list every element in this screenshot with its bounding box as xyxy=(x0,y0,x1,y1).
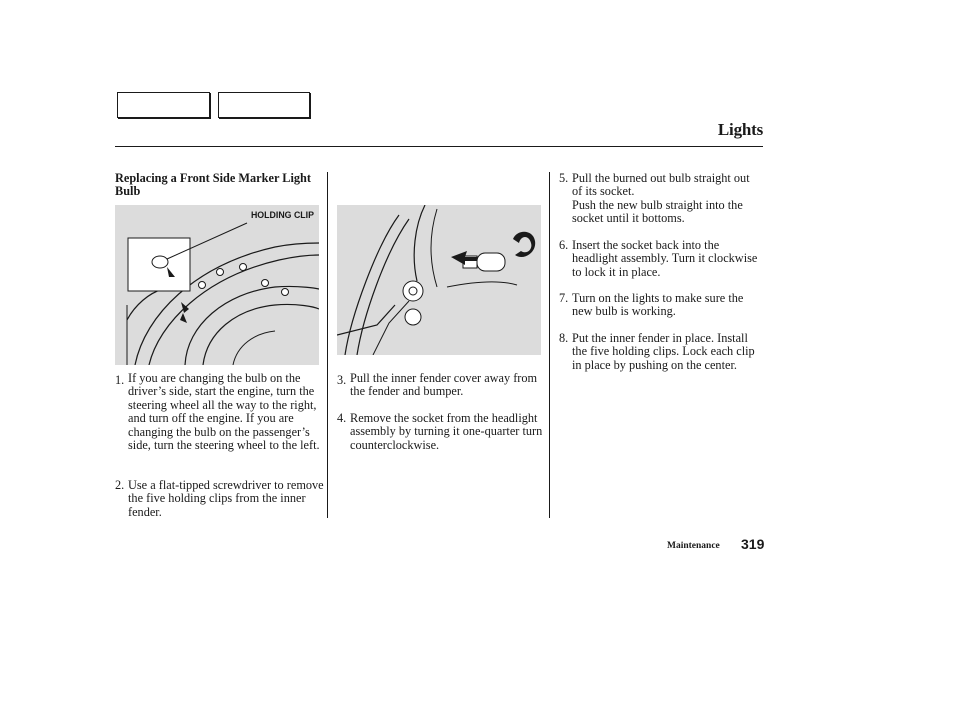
headlight-socket-illustration xyxy=(337,205,541,355)
page-number: 319 xyxy=(741,536,765,552)
step-6 xyxy=(559,239,759,279)
section-tab-2[interactable] xyxy=(218,92,310,118)
step-text: Insert the socket back into the headlight assembly. Turn it clockwise to lock it in place. xyxy=(572,238,758,279)
step-1 xyxy=(115,372,325,452)
fender-clip-drawing xyxy=(115,205,319,365)
socket-bulb-drawing xyxy=(337,205,541,355)
step-5 xyxy=(559,172,759,226)
step-8 xyxy=(559,332,759,372)
section-tab-1[interactable] xyxy=(117,92,210,118)
footer-section-name: Maintenance xyxy=(667,541,720,551)
section-heading: Replacing a Front Side Marker Light Bulb xyxy=(115,171,311,198)
step-number: 8. xyxy=(559,331,569,345)
step-number: 1. xyxy=(115,373,125,387)
step-text: Pull the burned out bulb straight out of its socket. xyxy=(572,171,750,199)
step-number: 5. xyxy=(559,171,569,185)
inner-fender-illustration xyxy=(115,205,319,365)
step-text: Use a flat-tipped screwdriver to remove the five holding clips from the inner fender. xyxy=(128,478,324,519)
column-divider-2 xyxy=(549,172,550,518)
step-text: Put the inner fender in place. Install the five holding clips. Lock each clip in place by pushing on the center. xyxy=(572,331,755,372)
step-4 xyxy=(337,412,549,452)
step-number: 7. xyxy=(559,291,569,305)
step-7 xyxy=(559,292,759,319)
header-divider xyxy=(115,146,763,147)
column-divider-1 xyxy=(327,172,328,518)
page-title: Lights xyxy=(717,120,763,139)
step-number: 4. xyxy=(337,411,347,425)
step-2 xyxy=(115,479,325,519)
holding-clip-label: HOLDING CLIP xyxy=(250,210,314,220)
step-text: Pull the inner fender cover away from the fender and bumper. xyxy=(350,371,538,399)
step-number: 6. xyxy=(559,238,569,252)
step-text: Remove the socket from the headlight assembly by turning it one-quarter turn counterclockwise. xyxy=(350,411,543,452)
step-text: Turn on the lights to make sure the new bulb is working. xyxy=(572,291,744,319)
step-number: 3. xyxy=(337,373,347,387)
step-text-continued: Push the new bulb straight into the socket until it bottoms. xyxy=(572,197,743,226)
step-3 xyxy=(337,372,547,399)
step-text: If you are changing the bulb on the driver’s side, start the engine, turn the steering wheel all the way to the right, and turn off the engine. If you are changing the bulb on the passenger’s side, turn the steering wheel to the left. xyxy=(128,371,320,453)
step-number: 2. xyxy=(115,478,125,492)
